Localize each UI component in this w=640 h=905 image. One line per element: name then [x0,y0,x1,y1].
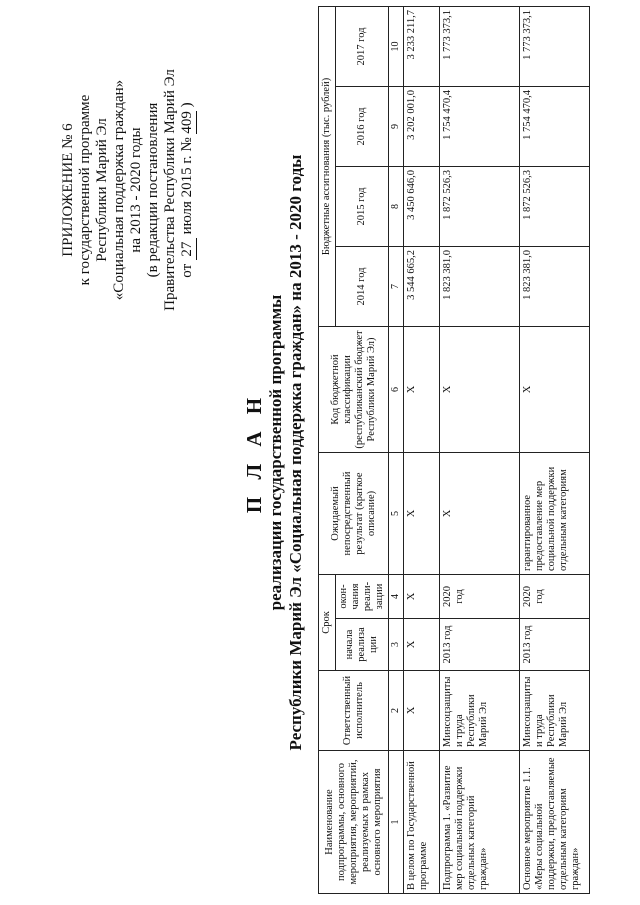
row-executor: Минсоцзащиты и труда Республики Марий Эл [520,671,590,751]
header-term-start: начала реализа ции [336,619,389,671]
row-name: В целом по Государственной программе [404,751,440,894]
column-number: 2 [389,671,404,751]
row-result: гарантированное предоставление мер социальной поддержки отдельным категориям [520,452,590,574]
column-number: 8 [389,166,404,246]
appendix-line-6: (в редакции постановления [145,102,161,278]
row-value-2014: 3 544 665,2 [404,246,440,326]
column-number: 9 [389,86,404,166]
appendix-line-5: на 2013 - 2020 годы [128,127,144,253]
row-value-2016: 3 202 001,0 [404,86,440,166]
row-executor: Минсоцзащиты и труда Республики Марий Эл [440,671,520,751]
page-title: П Л А Н [242,391,266,514]
header-year-2015: 2015 год [336,166,389,246]
appendix-line-4: «Социальная поддержка граждан» [111,79,127,301]
appendix-line-7: Правительства Республики Марий Эл [162,69,178,311]
plan-table [318,6,590,894]
header-name: Наименование подпрограммы, основного мероприятия, мероприятий, реализуемых в рамках основного мероприятия [319,751,389,894]
appendix-block [60,40,197,340]
header-term-end: окон- чания реали- зации [336,574,389,618]
appendix-line-1: ПРИЛОЖЕНИЕ № 6 [60,123,76,257]
header-result: Ожидаемый непосредственный результат (краткое описание) [319,452,389,574]
header-year-2014: 2014 год [336,246,389,326]
row-result: Х [404,452,440,574]
row-executor: Х [404,671,440,751]
appendix-month-year: июля 2015 г. № [179,137,195,235]
row-name: Подпрограмма 1. «Развитие мер социальной поддержки отдельных категорий граждан» [440,751,520,894]
row-value-2015: 3 450 646,0 [404,166,440,246]
row-end: Х [404,574,440,618]
page-subtitle-1: реализации государственной программы [266,294,285,611]
table-row [404,6,440,893]
appendix-date-line [179,40,197,340]
row-start: 2013 год [440,619,520,671]
row-value-2017: 1 773 373,1 [520,6,590,86]
column-number: 10 [389,6,404,86]
title-block [242,0,306,905]
row-value-2015: 1 872 526,3 [440,166,520,246]
row-value-2016: 1 754 470,4 [440,86,520,166]
header-year-2016: 2016 год [336,86,389,166]
header-term: Срок [319,574,336,670]
row-code: Х [440,326,520,452]
appendix-number: 409 [179,111,195,134]
row-value-2016: 1 754 470,4 [520,86,590,166]
row-start: Х [404,619,440,671]
header-budget-code: Код бюджетной классификации (республиканский бюджет Республики Марий Эл) [319,326,389,452]
row-code: Х [404,326,440,452]
row-value-2017: 3 233 211,7 [404,6,440,86]
table-row [520,6,590,893]
column-number: 1 [389,751,404,894]
table-row [440,6,520,893]
header-executor: Ответственный исполнитель [319,671,389,751]
row-end: 2020 год [520,574,590,618]
appendix-line-2: к государственной программе [77,94,93,286]
appendix-day: 27 [179,238,197,260]
column-number-row [389,6,404,893]
header-year-2017: 2017 год [336,6,389,86]
column-number: 5 [389,452,404,574]
column-number: 6 [389,326,404,452]
column-number: 7 [389,246,404,326]
row-end: 2020 год [440,574,520,618]
row-value-2014: 1 823 381,0 [440,246,520,326]
row-value-2017: 1 773 373,1 [440,6,520,86]
row-value-2014: 1 823 381,0 [520,246,590,326]
appendix-close: ) [179,102,195,108]
column-number: 3 [389,619,404,671]
row-name: Основное мероприятие 1.1. «Меры социальной поддержки, предоставляемые отдельным категориям граждан» [520,751,590,894]
column-number: 4 [389,574,404,618]
row-code: Х [520,326,590,452]
row-value-2015: 1 872 526,3 [520,166,590,246]
row-result: Х [440,452,520,574]
page-subtitle-2: Республики Марий Эл «Социальная поддержка граждан» на 2013 - 2020 годы [286,154,305,751]
appendix-line-3: Республики Марий Эл [94,118,110,262]
row-start: 2013 год [520,619,590,671]
appendix-from: от [179,263,195,278]
header-row-1 [319,6,336,893]
header-budget: Бюджетные ассигнования (тыс. рублей) [319,6,336,326]
